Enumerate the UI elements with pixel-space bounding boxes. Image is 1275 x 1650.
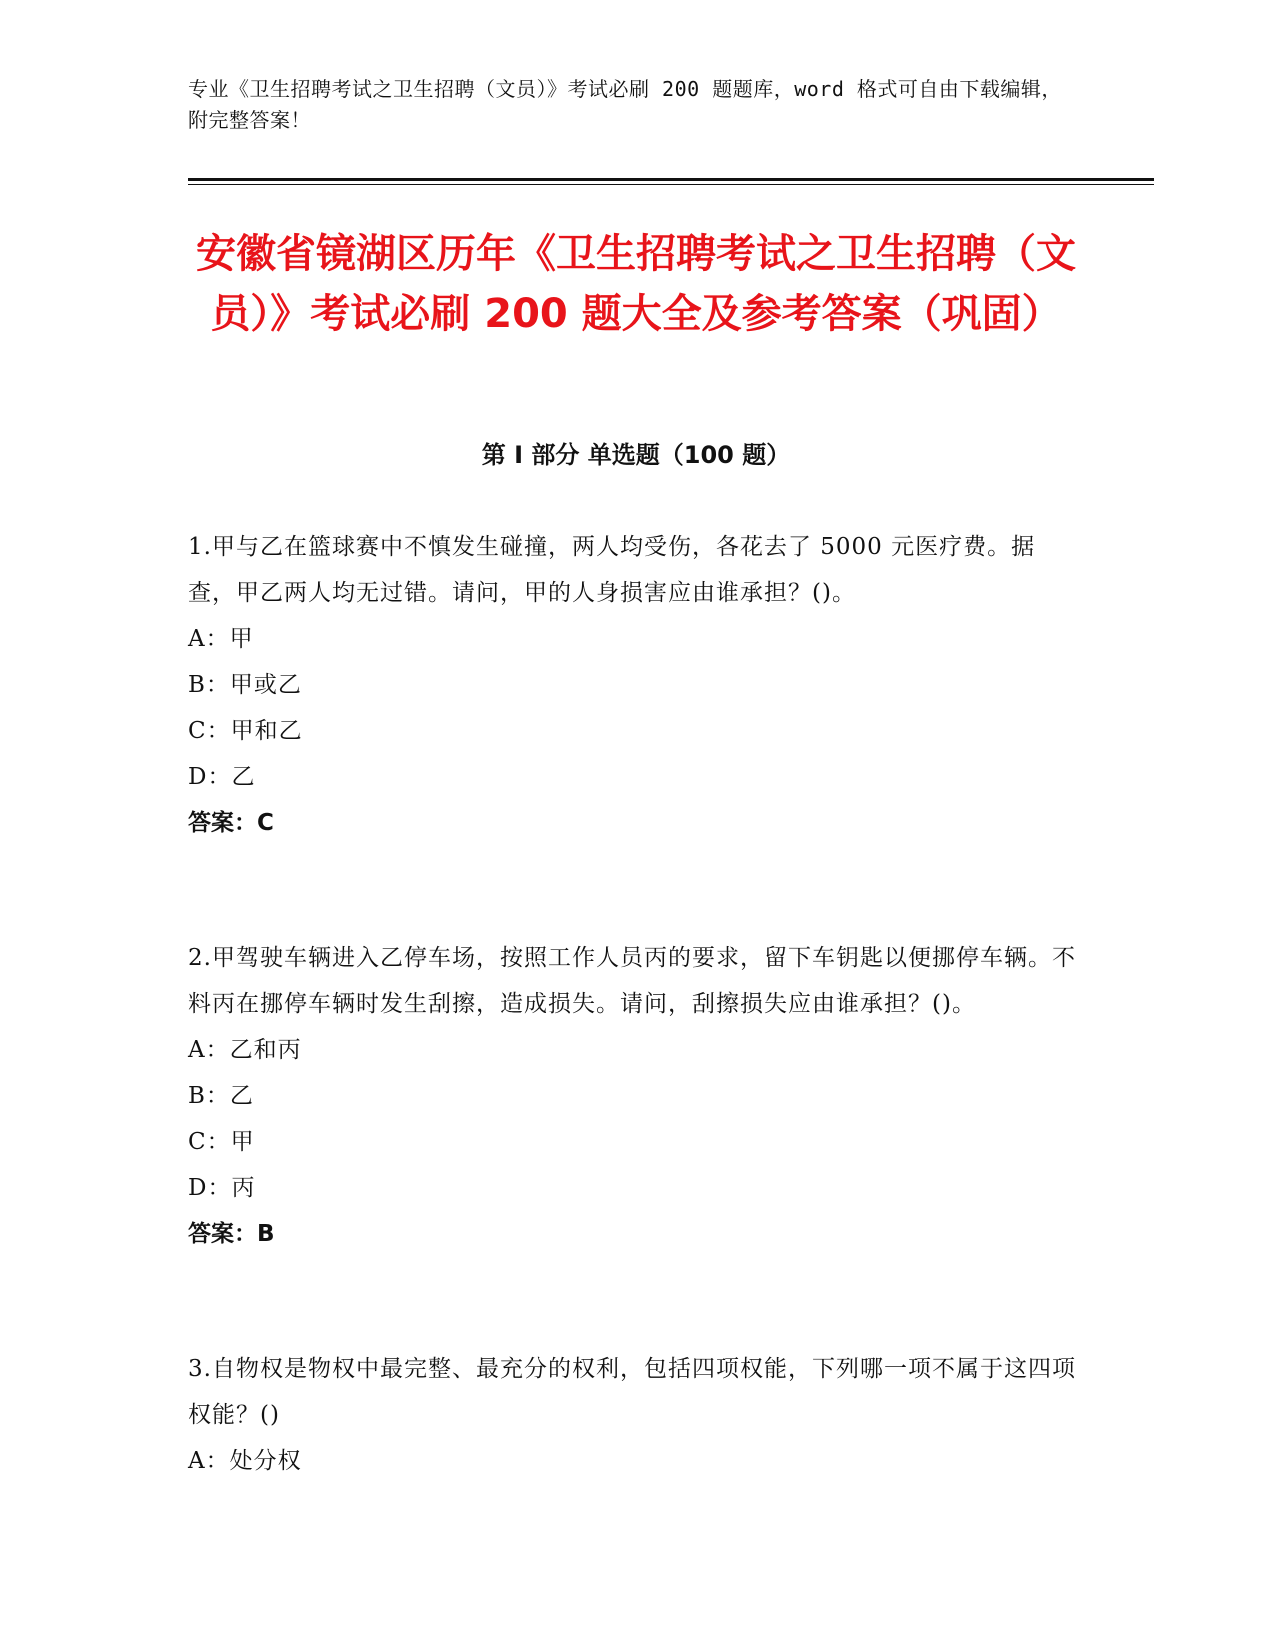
question-3: [188, 1346, 1078, 1484]
option-c: C：甲和乙: [188, 718, 303, 744]
option-a: A：甲: [188, 626, 254, 652]
option-b: B：乙: [188, 1083, 254, 1109]
question-stem: 2.甲驾驶车辆进入乙停车场，按照工作人员丙的要求，留下车钥匙以便挪停车辆。不料丙在挪停车辆时发生刮擦，造成损失。请问，刮擦损失应由谁承担？()。: [188, 945, 1076, 1017]
answer: 答案：C: [188, 810, 274, 836]
option-c: C：甲: [188, 1129, 255, 1155]
option-d: D：乙: [188, 764, 256, 790]
header-divider-thick: [188, 178, 1154, 181]
option-b: B：甲或乙: [188, 672, 302, 698]
answer: 答案：B: [188, 1221, 275, 1247]
option-d: D：丙: [188, 1175, 256, 1201]
question-stem: 1.甲与乙在篮球赛中不慎发生碰撞，两人均受伤，各花去了 5000 元医疗费。据查，甲乙两人均无过错。请问，甲的人身损害应由谁承担？()。: [188, 534, 1036, 606]
document-title: 安徽省镜湖区历年《卫生招聘考试之卫生招聘（文员）》考试必刷 200 题大全及参考答案（巩固）: [196, 231, 1076, 337]
header-divider-thin: [188, 184, 1154, 185]
header-note: 专业《卫生招聘考试之卫生招聘（文员）》考试必刷 200 题题库，word 格式可自由下载编辑，附完整答案！: [188, 77, 1062, 132]
section-title: 第 I 部分 单选题（100 题）: [481, 441, 791, 469]
question-1: [188, 524, 1078, 846]
option-a: A：乙和丙: [188, 1037, 302, 1063]
question-stem: 3.自物权是物权中最完整、最充分的权利，包括四项权能，下列哪一项不属于这四项权能？(): [188, 1356, 1076, 1428]
question-2: [188, 935, 1078, 1257]
option-a: A：处分权: [188, 1448, 302, 1474]
